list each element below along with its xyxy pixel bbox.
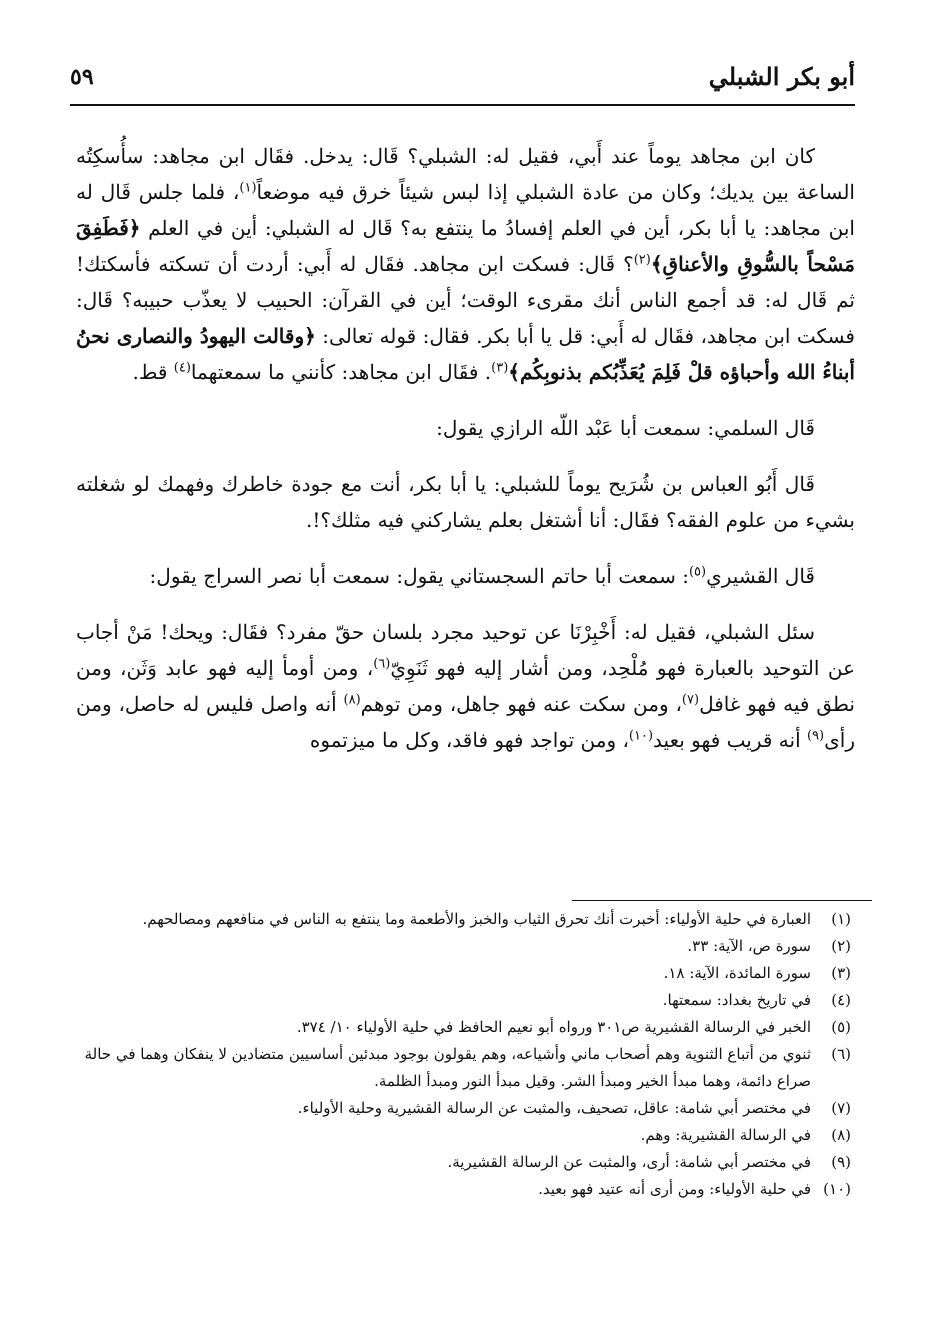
main-text	[76, 138, 855, 758]
footnote-number: (٦)	[831, 1045, 851, 1063]
footnote-number: (٤)	[831, 991, 851, 1009]
footnote-text: العبارة في حلية الأولياء: أخبرت أنك تحرق الثياب والخبز والأطعمة وما ينتفع به الناس في منافعهم ومصالحهم.	[142, 910, 811, 928]
paragraph-4	[76, 558, 855, 594]
text-run: . فقَال ابن مجاهد: كأنني ما سمعتهما	[190, 360, 492, 384]
footnote	[76, 1014, 851, 1041]
footnote	[76, 906, 851, 933]
paragraph-1	[76, 138, 855, 390]
footnote-text: في حلية الأولياء: ومن أرى أنه عتيد فهو بعيد.	[538, 1180, 811, 1198]
footnote-text: ثنوي من أتباع الثنوية وهم أصحاب ماني وأشياعه، وهم يقولون بوجود مبدئين أساسيين متضادين لا ينفكان وهما في حالة صراع دائمة، وهما مبدأ الخير ومبدأ الشر. وقيل مبدأ النور ومبدأ الظلمة.	[84, 1045, 811, 1090]
text-run: قَال القشيري	[706, 564, 815, 588]
footnote	[76, 960, 851, 987]
paragraph-3: قَال أَبُو العباس بن شُرَيح يوماً للشبلي: يا أبا بكر، أنت مع جودة خاطرك وفهمك لو شغلته بشيء من علوم الفقه؟ فقَال: أنا أشتغل بعلم يشاركني فيه مثلك؟!.	[76, 472, 855, 532]
page-header	[70, 60, 855, 106]
text-run: ؟ قَال: فسكت ابن مجاهد. فقَال له أَبي: أردت أن تسكته فأسكتك! ثم قَال له: قد أجمع الناس أنك مقرىء الوقت؛ أين في القرآن: الحبيب لا يعذّب حبيبه؟ قَال: فسكت ابن مجاهد، فقَال له أَبي: قل يا أبا بكر. فقال: قوله تعالى:	[76, 252, 855, 348]
footnote-ref-7: (٧)	[681, 692, 700, 708]
footnote-text: الخبر في الرسالة القشيرية ص٣٠١ ورواه أبو نعيم الحافظ في حلية الأولياء ١٠/ ٣٧٤.	[296, 1018, 811, 1036]
footnote-ref-4: (٤)	[173, 360, 191, 376]
footnote-number: (٢)	[831, 937, 851, 955]
text-run: كان ابن مجاهد يوماً عند أَبي، فقيل له: الشبلي؟ قَال: يدخل. فقَال ابن مجاهد: سأُسكِتُه الساعة بين يديك؛ وكان من عادة الشبلي إذا لبس شيئاً خرق فيه موضعاً	[76, 144, 855, 204]
footnote-text: في مختصر أبي شامة: أرى، والمثبت عن الرسالة القشيرية.	[447, 1153, 811, 1171]
footnote-ref-8: (٨)	[343, 692, 361, 708]
footnote-ref-2: (٢)	[633, 252, 651, 268]
text-run: ، ومن أومأ إليه فهو عابد وَثَن، ومن نطق فيه فهو غافل	[76, 656, 855, 716]
text-run: : سمعت أبا حاتم السجستاني يقول: سمعت أبا نصر السراج يقول:	[149, 564, 689, 588]
footnote-number: (٨)	[831, 1126, 851, 1144]
footnote-text: سورة ص، الآية: ٣٣.	[687, 937, 811, 955]
text-run: أنه واصل فليس له حاصل، ومن رأى	[76, 692, 855, 752]
footnote	[76, 1149, 851, 1176]
page-number: ٥٩	[70, 64, 94, 90]
paragraph-2: قَال السلمي: سمعت أبا عَبْد اللّه الرازي يقول:	[436, 416, 815, 440]
footnote-ref-3: (٣)	[491, 360, 509, 376]
text-run: ، ومن سكت عنه فهو جاهل، ومن توهم	[360, 692, 682, 716]
footnote-text: في تاريخ بغداد: سمعتها.	[662, 991, 811, 1009]
footnote-text: في مختصر أبي شامة: عاقل، تصحيف، والمثبت عن الرسالة القشيرية وحلية الأولياء.	[297, 1099, 811, 1117]
footnote	[76, 933, 851, 960]
footnotes	[76, 906, 851, 1203]
quran-verse-2: ﴿وقالت اليهودُ والنصارى نحنُ أبناءُ الله وأحباؤه قلْ فَلِمَ يُعَذِّبُكم بذنوبِكُم﴾	[76, 324, 855, 384]
footnote-number: (١)	[831, 910, 851, 928]
footnote-ref-6: (٦)	[373, 656, 391, 672]
footnote-ref-10: (١٠)	[628, 728, 654, 744]
footnote-separator	[572, 900, 872, 901]
footnote	[76, 1095, 851, 1122]
footnote	[76, 1122, 851, 1149]
text-run: ، فلما جلس قَال له ابن مجاهد: يا أبا بكر، أين في العلم إفسادُ ما ينتفع به؟ قَال له الشبلي: أين في العلم	[76, 180, 855, 240]
footnote	[76, 987, 851, 1014]
footnote-number: (٣)	[831, 964, 851, 982]
footnote	[76, 1041, 851, 1095]
footnote-text: في الرسالة القشيرية: وهم.	[640, 1126, 811, 1144]
footnote-ref-9: (٩)	[806, 728, 825, 744]
text-run: أنه قريب فهو بعيد	[653, 728, 807, 752]
running-title: أبو بكر الشبلي	[708, 62, 855, 91]
footnote-number: (٩)	[831, 1153, 851, 1171]
footnote-number: (٧)	[831, 1099, 851, 1117]
footnote-number: (٥)	[831, 1018, 851, 1036]
quran-verse-1: ﴿فَطَفِقَ مَسْحاً بالسُّوقِ والأعناقِ﴾	[76, 216, 855, 276]
footnote-number: (١٠)	[823, 1180, 851, 1198]
text-run: ، ومن تواجد فهو فاقد، وكل ما ميزتموه	[309, 728, 629, 752]
footnote	[76, 1176, 851, 1203]
footnote-ref-5: (٥)	[688, 564, 707, 580]
paragraph-5	[76, 614, 855, 758]
text-run: قط.	[132, 360, 174, 384]
footnote-text: سورة المائدة، الآية: ١٨.	[663, 964, 811, 982]
text-run: سئل الشبلي، فقيل له: أَخْبِرْنَا عن توحيد مجرد بلسان حقّ مفرد؟ فقَال: ويحك! مَنْ أجاب عن التوحيد بالعبارة فهو مُلْحِد، ومن أشار إليه فهو ثَنَوِيّ	[76, 620, 855, 680]
footnote-ref-1: (١)	[239, 180, 257, 196]
